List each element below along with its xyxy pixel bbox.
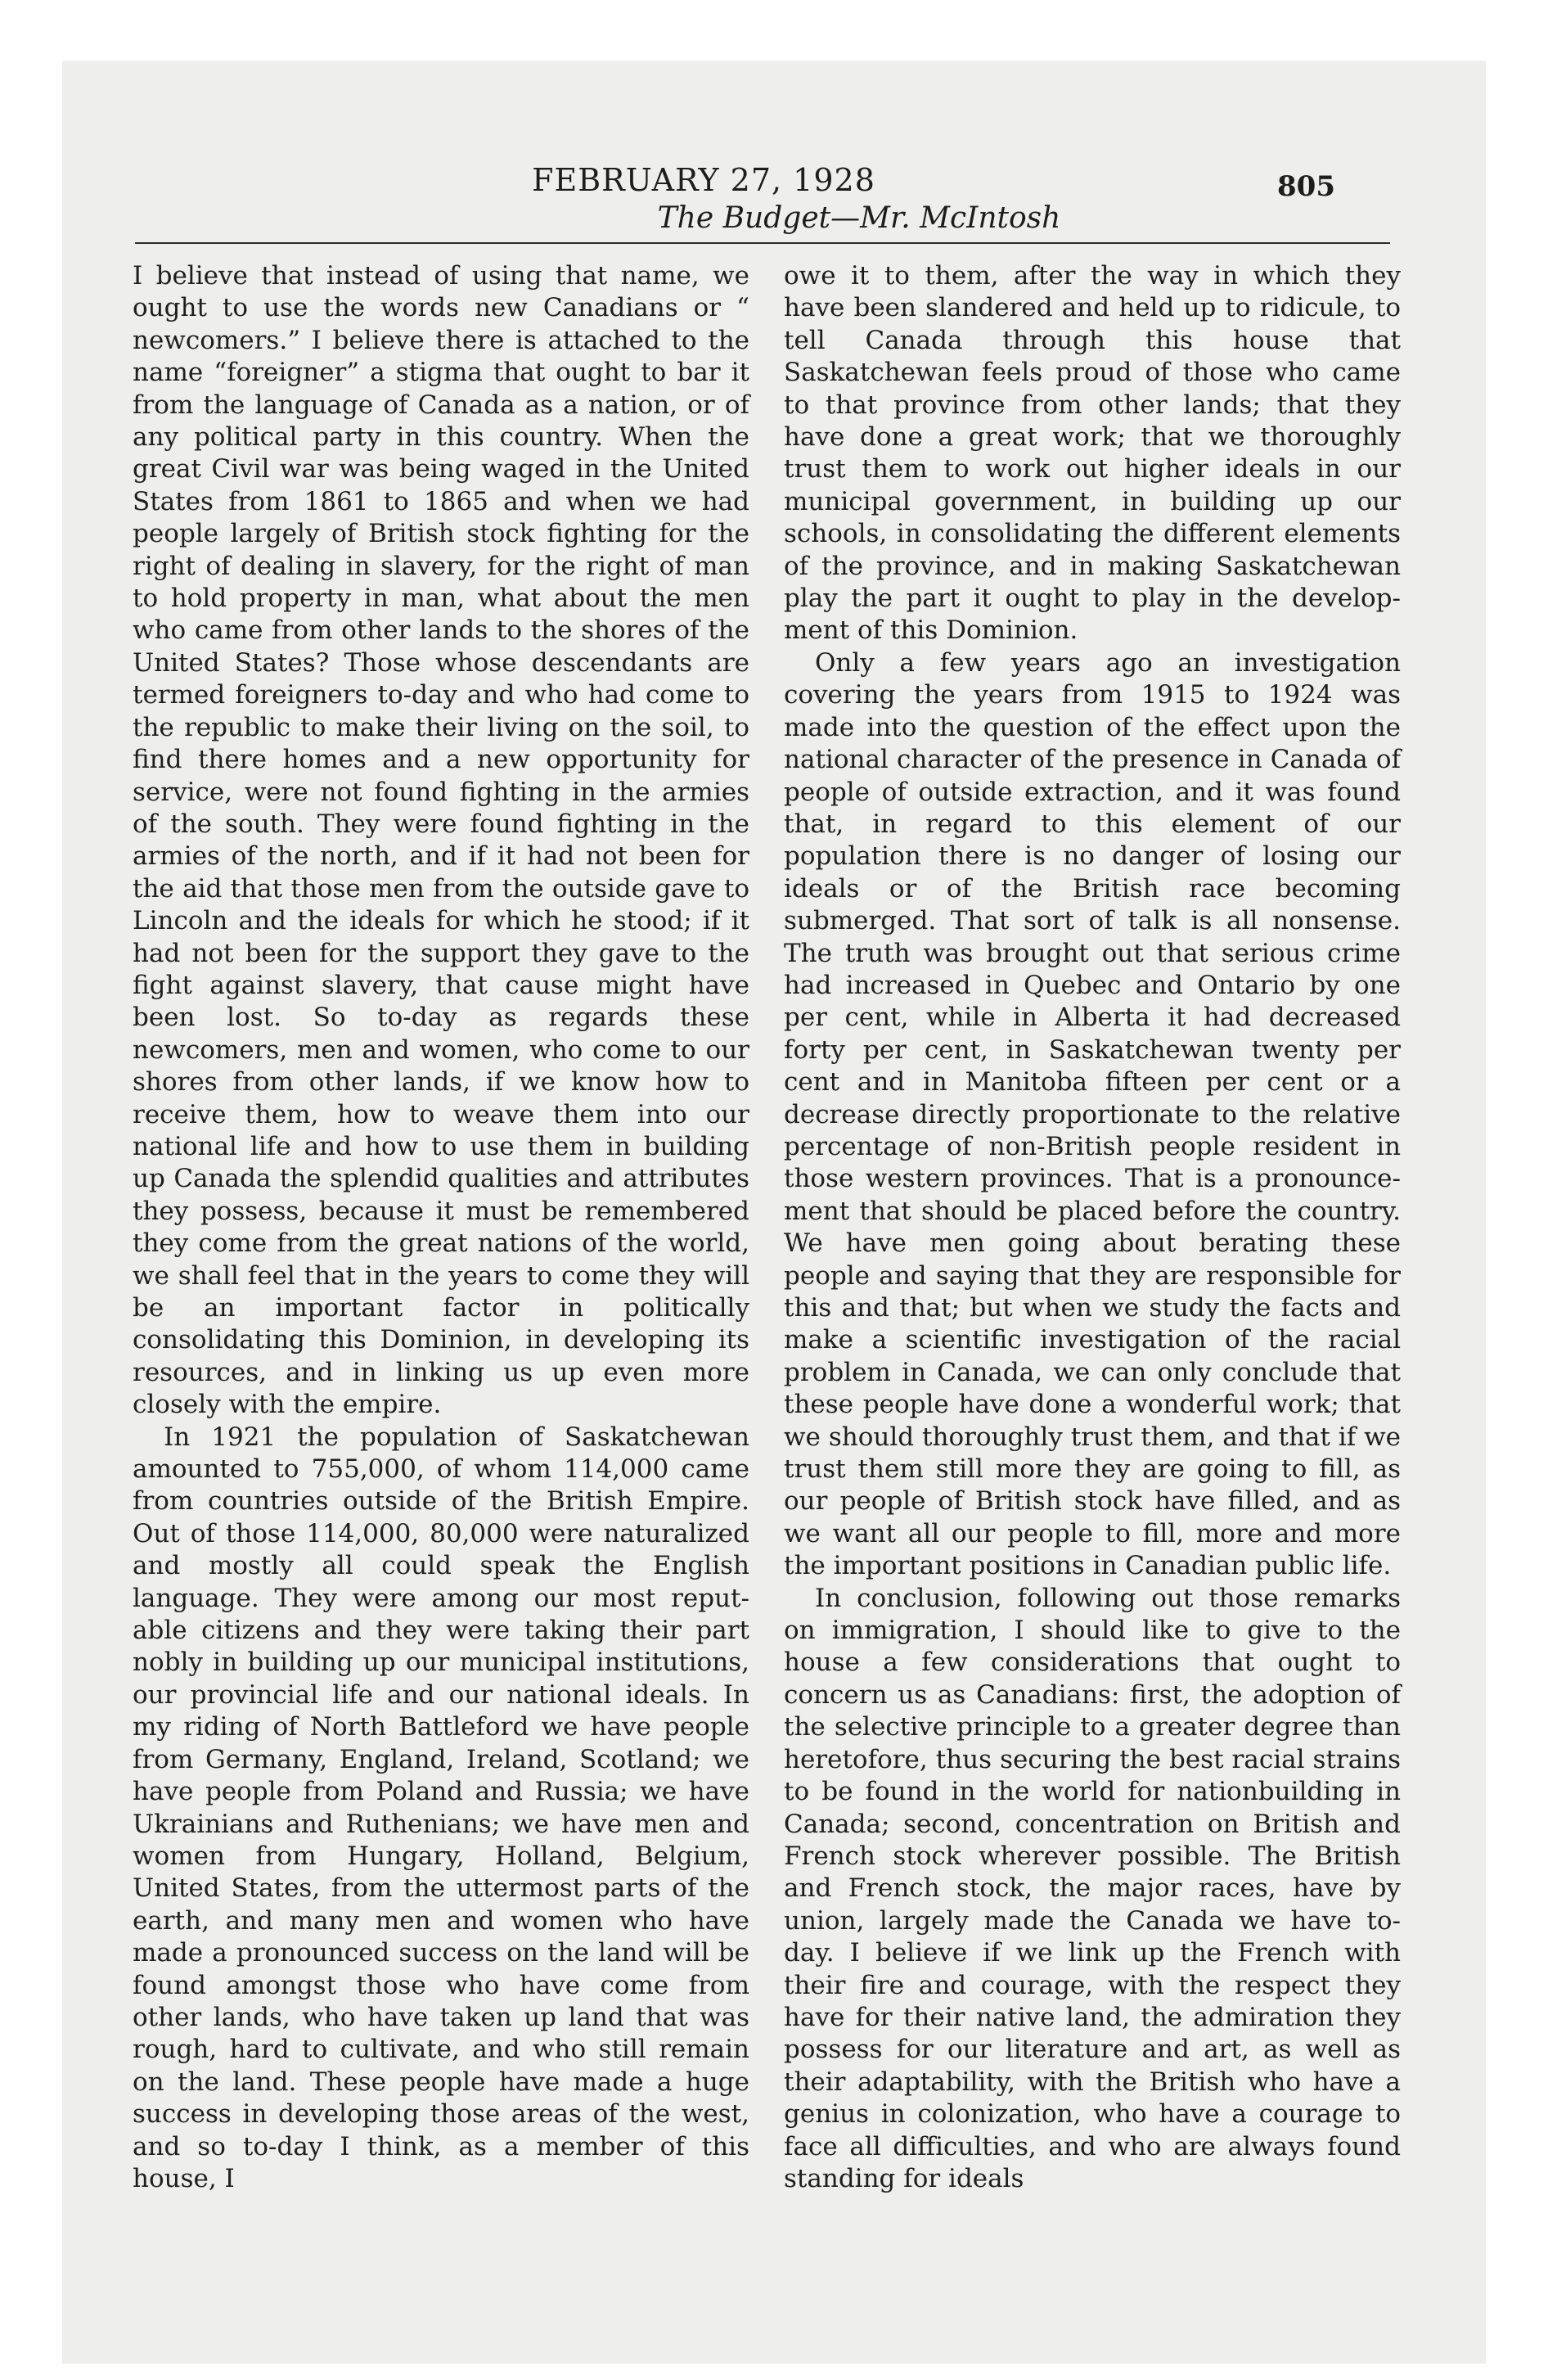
right-paragraph-2: Only a few years ago an investigation covering the years from 1915 to 1924 was made into the question of the effect upon the national character of the presence in Canada of people of outside extraction, and it was found that, in regard to this element of our population there is no danger of losing our ideals or of the British race becoming submerged. That sort of talk is all nonsense. The truth was brought out that serious crime had increased in Quebec and Ontario by one per cent, while in Alberta it had decreased forty per cent, in Saskatchewan twenty per cent and in Manitoba fifteen per cent or a decrease directly proportionate to the relative percentage of non-British people resident in those western provinces. That is a pronouncement that should be placed before the country. We have men going about berating these people and saying that they are responsible for this and that; but when we study the facts and make a scientific investigation of the racial problem in Canada, we can only conclude that these people have done a wonderful work; that we should thoroughly trust them, and that if we trust them still more they are going to fill, as our people of British stock have filled, and as we want all our people to fill, more and more the important positions in Canadian public life. — [784, 647, 1401, 1581]
right-column — [784, 260, 1401, 2195]
right-paragraph-1: owe it to them, after the way in which they have been slandered and held up to ridicule, to tell Canada through this house that Saskatchewan feels proud of those who came to that province from other lands; that they have done a great work; that we thoroughly trust them to work out higher ideals in our municipal government, in building up our schools, in consolidating the different elements of the province, and in making Saskatchewan play the part it ought to play in the development of this Dominion. — [784, 261, 1401, 646]
page-number: 805 — [1277, 170, 1335, 203]
header-date: FEBRUARY 27, 1928 — [532, 162, 875, 198]
left-paragraph-1: I believe that instead of using that name, we ought to use the words new Canadians or “ newcomers.” I believe there is attached to the name “foreigner” a stigma that ought to bar it from the language of Canada as a nation, or of any political party in this country. When the great Civil war was being waged in the United States from 1861 to 1865 and when we had people largely of British stock fighting for the right of dealing in slavery, for the right of man to hold property in man, what about the men who came from other lands to the shores of the United States? Those whose descendants are termed foreigners to-day and who had come to the republic to make their living on the soil, to find there homes and a new opportunity for service, were not found fighting in the armies of the south. They were found fighting in the armies of the north, and if it had not been for the aid that those men from the outside gave to Lincoln and the ideals for which he stood; if it had not been for the support they gave to the fight against slavery, that cause might have been lost. So to-day as regards these newcomers, men and women, who come to our shores from other lands, if we know how to receive them, how to weave them into our national life and how to use them in building up Canada the splendid qualities and attributes they possess, because it must be remembered they come from the great nations of the world, we shall feel that in the years to come they will be an important factor in politically consolidating this Dominion, in developing its resources, and in linking us up even more closely with the empire. — [133, 261, 749, 1420]
header-rule — [135, 242, 1390, 244]
left-paragraph-2: In 1921 the population of Saskatchewan amounted to 755,000, of whom 114,000 came from countries outside of the British Empire. Out of those 114,000, 80,000 were naturalized and mostly all could speak the English language. They were among our most reputable citizens and they were taking their part nobly in building up our municipal institutions, our provincial life and our national ideals. In my riding of North Battleford we have people from Germany, England, Ireland, Scotland; we have people from Poland and Russia; we have Ukrainians and Ruthenians; we have men and women from Hungary, Holland, Belgium, United States, from the uttermost parts of the earth, and many men and women who have made a pronounced success on the land will be found amongst those who have come from other lands, who have taken up land that was rough, hard to cultivate, and who still remain on the land. These people have made a huge success in developing those areas of the west, and so to-day I think, as a member of this house, I — [133, 1422, 749, 2193]
running-title: The Budget—Mr. McIntosh — [657, 201, 1061, 235]
page-header — [72, 162, 1335, 244]
right-paragraph-3: In conclusion, following out those remarks on immigration, I should like to give to the house a few considerations that ought to concern us as Canadians: first, the adoption of the selective principle to a greater degree than heretofore, thus securing the best racial strains to be found in the world for nationbuilding in Canada; second, concentration on British and French stock wherever possible. The British and French stock, the major races, have by union, largely made the Canada we have to-day. I believe if we link up the French with their fire and courage, with the respect they have for their native land, the admiration they possess for our literature and art, as well as their adaptability, with the British who have a genius in colonization, who have a courage to face all difficulties, and who are always found standing for ideals — [784, 1583, 1401, 2193]
left-column — [133, 260, 749, 2195]
